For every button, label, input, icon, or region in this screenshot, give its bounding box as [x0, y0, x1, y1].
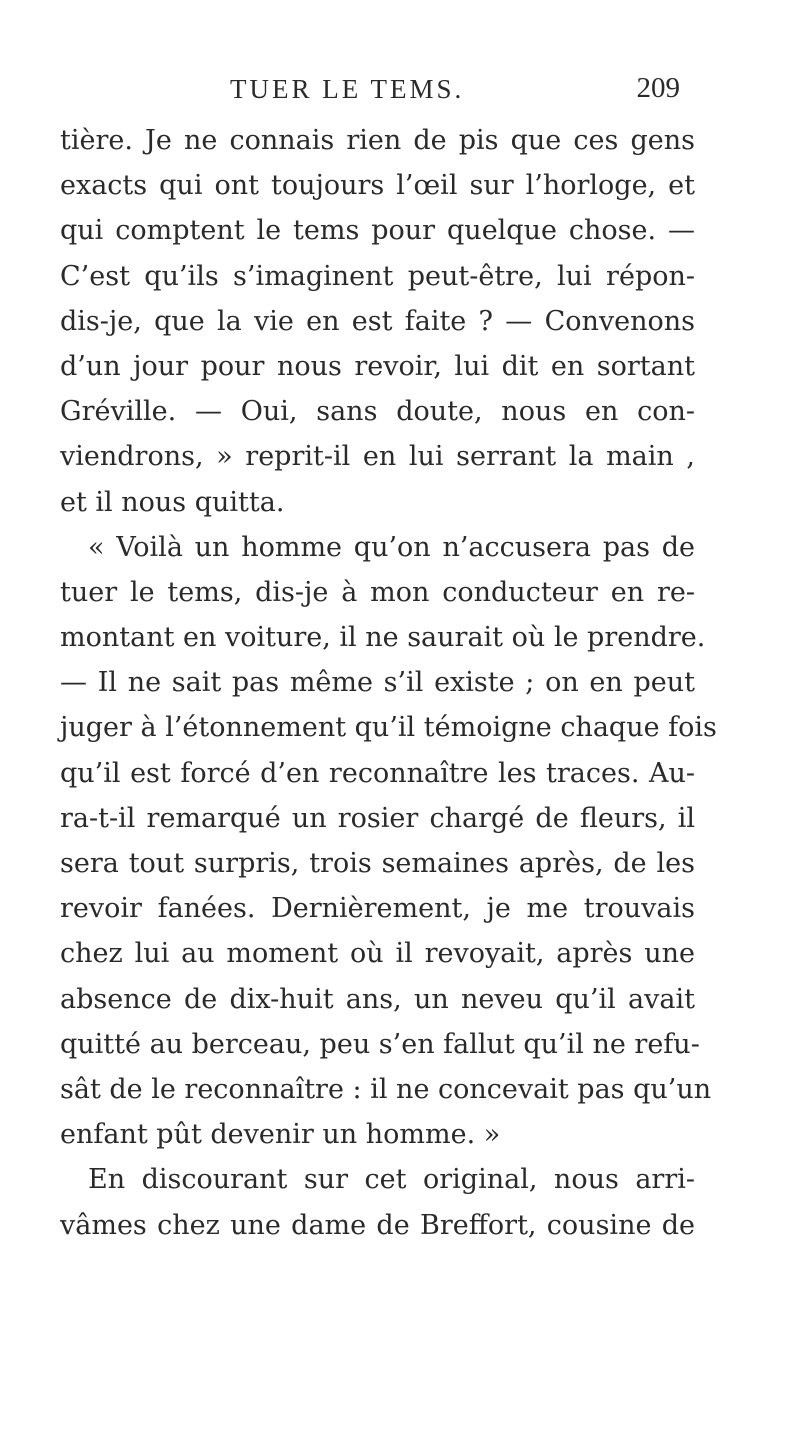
text-line: revoir fanées. Dernièrement, je me trouvais — [60, 893, 695, 925]
text-line: et il nous quitta. — [60, 486, 285, 518]
text-line: absence de dix-huit ans, un neveu qu’il avait — [60, 983, 695, 1015]
text-line: « Voilà un homme qu’on n’accusera pas de — [88, 531, 695, 563]
text-line: juger à l’étonnement qu’il témoigne chaque fois — [60, 712, 717, 744]
text-line: montant en voiture, il ne saurait où le prendre. — [60, 622, 706, 654]
text-line: vâmes chez une dame de Breffort, cousine de — [60, 1209, 695, 1241]
text-line: viendrons, » reprit-il en lui serrant la main , — [60, 441, 695, 473]
page-number: 209 — [636, 72, 680, 104]
text-line: quitté au berceau, peu s’en fallut qu’il ne refu- — [60, 1028, 700, 1060]
text-line: exacts qui ont toujours l’œil sur l’horloge, et — [60, 170, 695, 202]
text-line: En discourant sur cet original, nous arri- — [88, 1164, 695, 1196]
text-line: ra-t-il remarqué un rosier chargé de fleurs, il — [60, 802, 695, 834]
text-line: tuer le tems, dis-je à mon conducteur en re- — [60, 576, 695, 608]
text-line: qu’il est forcé d’en reconnaître les traces. Au- — [60, 757, 695, 789]
text-line: enfant pût devenir un homme. » — [60, 1119, 501, 1151]
text-line: — Il ne sait pas même s’il existe ; on en peut — [60, 667, 695, 699]
text-line: Gréville. — Oui, sans doute, nous en con- — [60, 396, 695, 428]
text-line: C’est qu’ils s’imaginent peut-être, lui répon- — [60, 260, 695, 292]
text-line: qui comptent le tems pour quelque chose. — — [60, 215, 695, 247]
body-text — [60, 118, 717, 1248]
running-title: TUER LE TEMS. — [230, 74, 465, 104]
text-line: sera tout surpris, trois semaines après, de les — [60, 848, 695, 879]
text-line: sât de le reconnaître : il ne concevait pas qu’un — [60, 1073, 712, 1105]
text-line: d’un jour pour nous revoir, lui dit en sortant — [60, 350, 695, 382]
text-line: chez lui au moment où il revoyait, après une — [60, 938, 695, 970]
running-head — [230, 72, 680, 108]
text-line: dis-je, que la vie en est faite ? — Convenons — [60, 305, 695, 337]
text-line: tière. Je ne connais rien de pis que ces gens — [60, 125, 695, 156]
